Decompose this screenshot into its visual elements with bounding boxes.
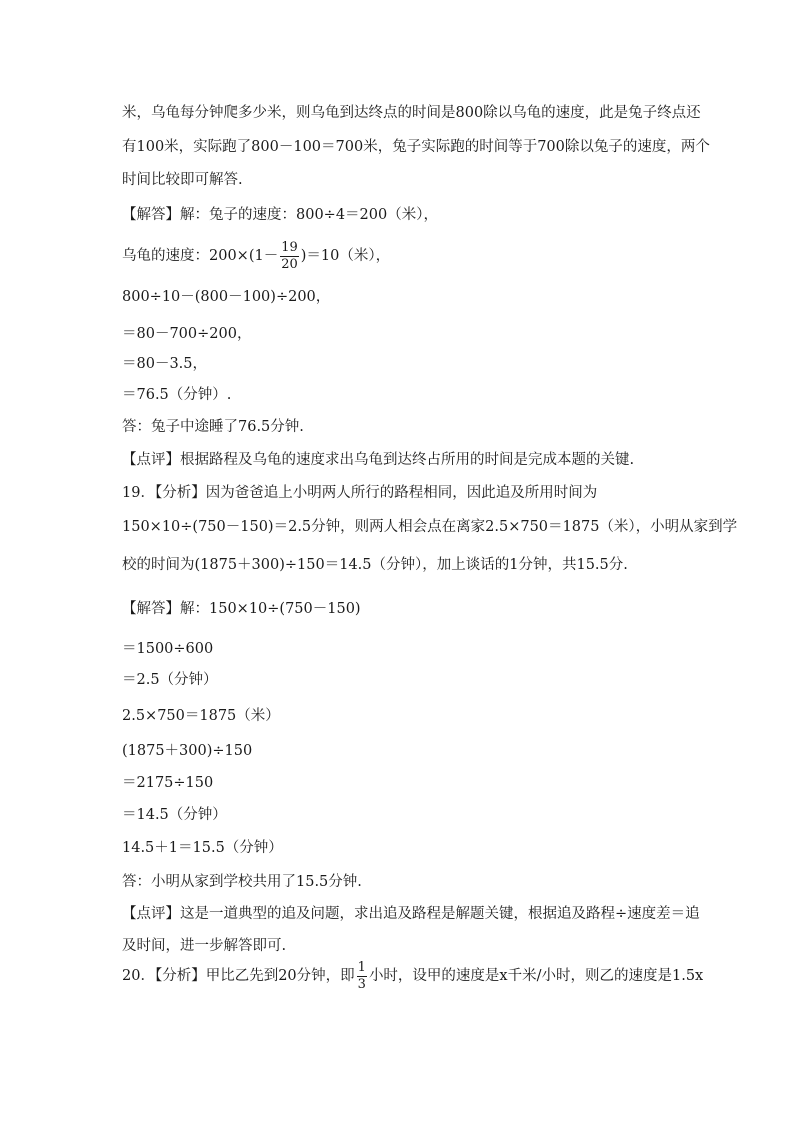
text-line: (1875＋300)÷150 xyxy=(122,743,253,759)
text-line: ＝76.5（分钟）. xyxy=(122,387,232,403)
text-line: 米，乌龟每分钟爬多少米，则乌龟到达终点的时间是800除以乌龟的速度，此是兔子终点还 xyxy=(122,105,701,121)
text-line: ＝80－700÷200， xyxy=(122,326,252,342)
text-line: 150×10÷(750－150)＝2.5分钟，则两人相会点在离家2.5×750＝1875（米），小明从家到学 xyxy=(122,519,738,535)
text-line: ＝80－3.5， xyxy=(122,356,208,372)
text-line: ＝2175÷150 xyxy=(122,775,214,791)
text-line: 800÷10－(800－100)÷200， xyxy=(122,289,331,305)
text-line: 校的时间为(1875＋300)÷150＝14.5（分钟），加上谈话的1分钟，共15.5分. xyxy=(122,557,628,573)
fraction-denominator: 3 xyxy=(357,976,366,992)
text-line: 答：兔子中途睡了76.5分钟. xyxy=(122,419,304,435)
text-segment: 小时，设甲的速度是x千米/小时，则乙的速度是1.5x xyxy=(368,968,704,984)
text-segment: 乌龟的速度： xyxy=(122,248,209,264)
text-line: ＝14.5（分钟） xyxy=(122,807,227,823)
fraction xyxy=(280,240,299,273)
text-line: 【解答】解：150×10÷(750－150) xyxy=(122,601,361,617)
text-line: ＝2.5（分钟） xyxy=(122,672,218,688)
text-line: 19．【分析】因为爸爸追上小明两人所行的路程相同，因此追及所用时间为 xyxy=(122,485,598,501)
math-expression: 200×(1－ xyxy=(209,248,279,264)
fraction-numerator: 1 xyxy=(357,959,366,975)
fraction xyxy=(357,960,367,993)
text-line: 【点评】根据路程及乌龟的速度求出乌龟到达终占所用的时间是完成本题的关键. xyxy=(122,452,635,468)
text-line-fraction xyxy=(122,238,390,274)
text-line: 时间比较即可解答. xyxy=(122,172,243,188)
text-segment: 20．【分析】甲比乙先到20分钟，即 xyxy=(122,968,355,984)
text-line: 及时间，进一步解答即可. xyxy=(122,938,287,954)
text-line: 【点评】这是一道典型的追及问题，求出追及路程是解题关键，根据追及路程÷速度差＝追 xyxy=(122,906,700,922)
text-line: ＝1500÷600 xyxy=(122,641,214,657)
fraction-denominator: 20 xyxy=(281,256,298,272)
math-expression: )＝10（米）， xyxy=(300,248,391,264)
fraction-numerator: 19 xyxy=(281,239,298,255)
text-line: 2.5×750＝1875（米） xyxy=(122,708,280,724)
text-line: 有100米，实际跑了800－100＝700米，兔子实际跑的时间等于700除以兔子的速度，两个 xyxy=(122,139,710,155)
text-line: 14.5＋1＝15.5（分钟） xyxy=(122,840,283,856)
text-line-fraction xyxy=(122,958,703,994)
text-line: 【解答】解：兔子的速度：800÷4＝200（米）， xyxy=(122,207,438,223)
text-line: 答：小明从家到学校共用了15.5分钟. xyxy=(122,874,362,890)
